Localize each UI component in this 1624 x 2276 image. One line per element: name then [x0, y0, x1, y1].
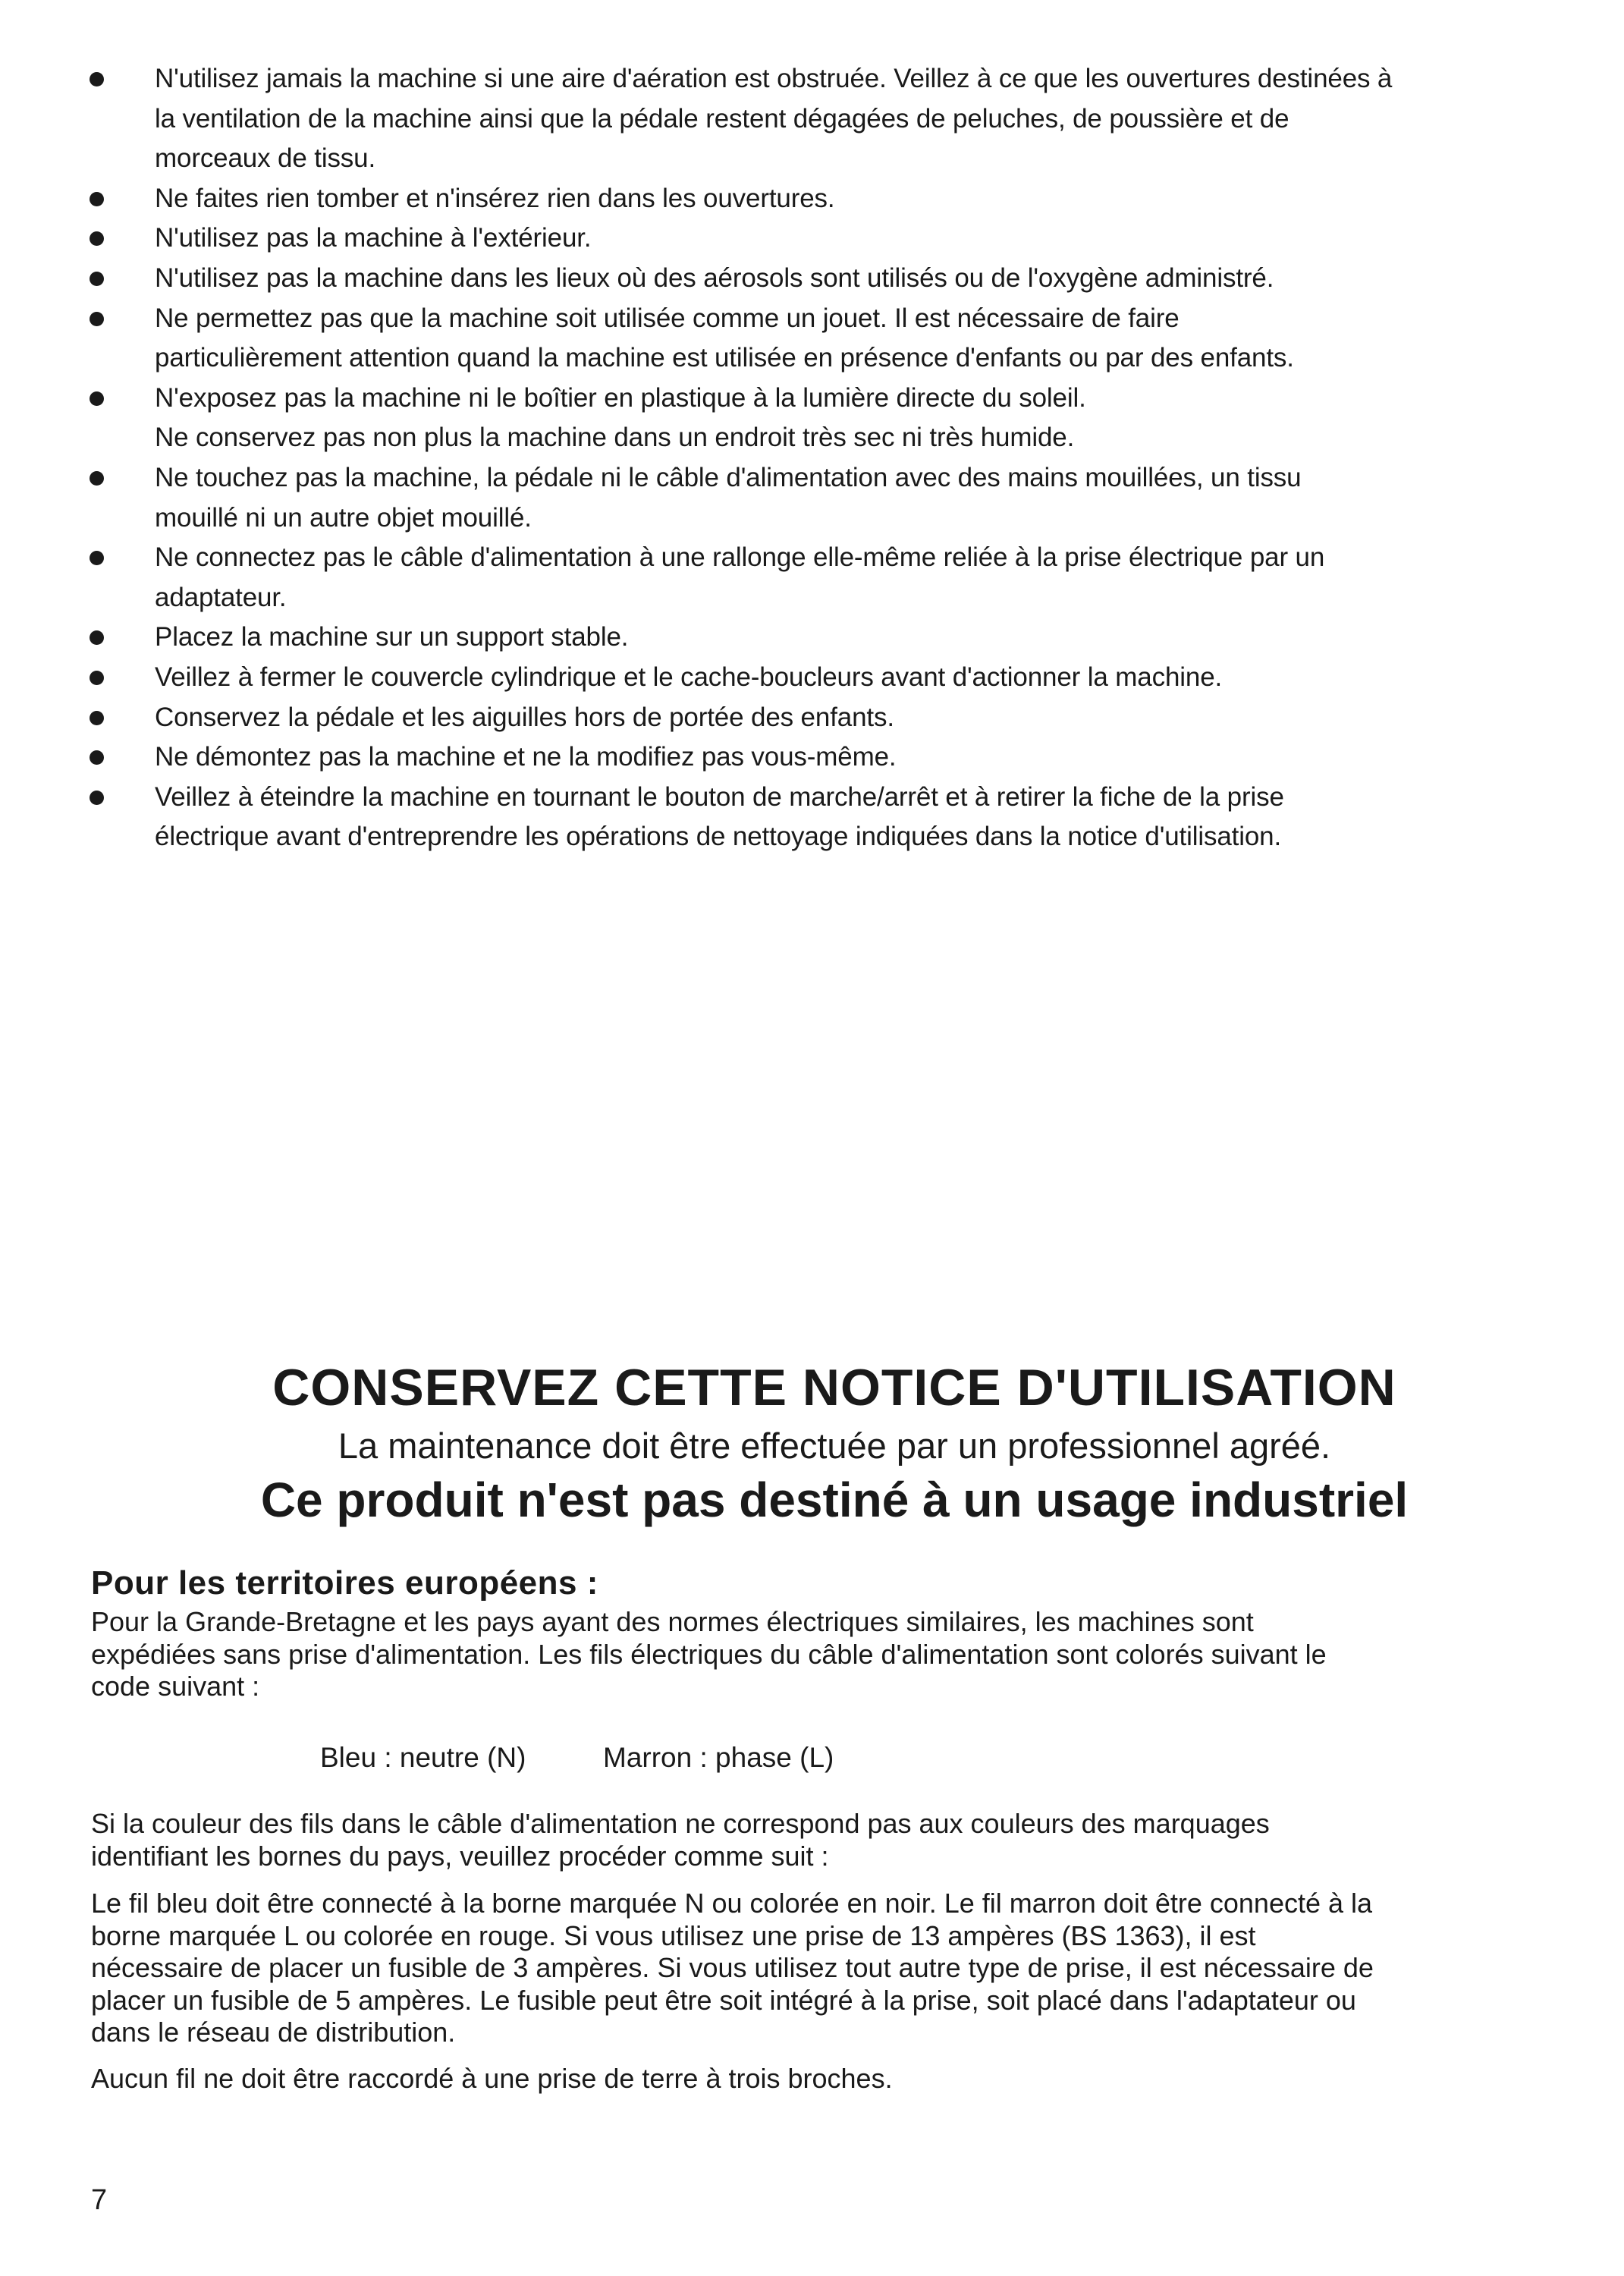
list-item-text: Veillez à fermer le couvercle cylindrique et le cache-boucleurs avant d'actionner la machine.	[155, 662, 1223, 692]
earth-note: Aucun fil ne doit être raccordé à une prise de terre à trois broches.	[91, 2063, 893, 2094]
list-item-text: particulièrement attention quand la machine est utilisée en présence d'enfants ou par des enfants.	[155, 343, 1294, 373]
list-item-text: N'utilisez pas la machine à l'extérieur.	[155, 223, 592, 253]
wiring-intro-paragraph	[91, 1606, 1555, 1703]
list-item-text: la ventilation de la machine ainsi que la pédale restent dégagées de peluches, de poussière et de	[155, 103, 1289, 134]
bullet-icon	[90, 391, 104, 406]
mismatch-paragraph	[91, 1808, 1555, 1872]
bullet-icon	[90, 471, 104, 486]
list-item-text: mouillé ni un autre objet mouillé.	[155, 502, 532, 533]
list-item	[90, 737, 1569, 778]
maintenance-note: La maintenance doit être effectuée par un professionnel agréé.	[338, 1426, 1331, 1466]
bullet-icon	[90, 630, 104, 645]
paragraph-line: placer un fusible de 5 ampères. Le fusible peut être soit intégré à la prise, soit placé dans l'adaptateur ou	[91, 1984, 1356, 2016]
list-item	[90, 379, 1569, 458]
list-item	[90, 698, 1569, 738]
wiring-instructions-paragraph	[91, 1888, 1555, 2049]
bullet-icon	[90, 312, 104, 326]
list-item-text: Ne connectez pas le câble d'alimentation à une rallonge elle-même reliée à la prise électrique par un	[155, 542, 1325, 573]
list-item	[90, 618, 1569, 658]
bullet-icon	[90, 72, 104, 86]
list-item-text: N'utilisez pas la machine dans les lieux où des aérosols sont utilisés ou de l'oxygène administré.	[155, 262, 1274, 293]
safety-bullet-list	[90, 59, 1569, 857]
paragraph-line: Pour la Grande-Bretagne et les pays ayant des normes électriques similaires, les machines sont	[91, 1606, 1254, 1637]
list-item	[90, 658, 1569, 698]
code-brown-phase: Marron : phase (L)	[603, 1742, 834, 1773]
bullet-icon	[90, 750, 104, 765]
paragraph-line: expédiées sans prise d'alimentation. Les fils électriques du câble d'alimentation sont colorés suivant le	[91, 1638, 1327, 1670]
paragraph-line: borne marquée L ou colorée en rouge. Si vous utilisez une prise de 13 ampères (BS 1363), il est	[91, 1919, 1256, 1951]
bullet-icon	[90, 791, 104, 805]
paragraph-line: nécessaire de placer un fusible de 3 ampères. Si vous utilisez tout autre type de prise, il est nécessaire de	[91, 1952, 1374, 1983]
list-item-text: adaptateur.	[155, 582, 287, 612]
list-item-text: Ne conservez pas non plus la machine dans un endroit très sec ni très humide.	[155, 423, 1075, 453]
list-item	[90, 299, 1569, 379]
list-item	[90, 59, 1569, 179]
list-item	[90, 179, 1569, 219]
section-heading-europe: Pour les territoires européens :	[91, 1564, 598, 1602]
paragraph-line: identifiant les bornes du pays, veuillez procéder comme suit :	[91, 1840, 829, 1872]
code-blue-neutral: Bleu : neutre (N)	[320, 1742, 526, 1773]
notice-title: CONSERVEZ CETTE NOTICE D'UTILISATION	[272, 1359, 1396, 1416]
bullet-icon	[90, 231, 104, 246]
list-item-text: Ne permettez pas que la machine soit utilisée comme un jouet. Il est nécessaire de faire	[155, 303, 1180, 333]
industrial-use-warning: Ce produit n'est pas destiné à un usage industriel	[260, 1473, 1409, 1527]
paragraph-line: code suivant :	[91, 1671, 260, 1702]
list-item-text: N'utilisez jamais la machine si une aire d'aération est obstruée. Veillez à ce que les ouvertures destinées à	[155, 64, 1393, 93]
list-item	[90, 778, 1569, 857]
list-item-text: Conservez la pédale et les aiguilles hors de portée des enfants.	[155, 702, 894, 732]
list-item-text: électrique avant d'entreprendre les opérations de nettoyage indiquées dans la notice d'utilisation.	[155, 822, 1282, 852]
bullet-icon	[90, 711, 104, 725]
paragraph-line: Le fil bleu doit être connecté à la borne marquée N ou colorée en noir. Le fil marron doit être connecté à la	[91, 1888, 1373, 1919]
paragraph-line: Si la couleur des fils dans le câble d'alimentation ne correspond pas aux couleurs des marquages	[91, 1808, 1270, 1839]
list-item-text: Ne touchez pas la machine, la pédale ni le câble d'alimentation avec des mains mouillées, un tissu	[155, 462, 1302, 492]
list-item-text: Veillez à éteindre la machine en tournant le bouton de marche/arrêt et à retirer la fiche de la prise	[155, 781, 1284, 812]
list-item	[90, 218, 1569, 259]
list-item-text: Ne démontez pas la machine et ne la modifiez pas vous-même.	[155, 742, 897, 772]
list-item-text: Placez la machine sur un support stable.	[155, 622, 629, 652]
list-item-text: Ne faites rien tomber et n'insérez rien dans les ouvertures.	[155, 183, 835, 213]
list-item	[90, 458, 1569, 538]
page-number: 7	[91, 2184, 108, 2216]
bullet-icon	[90, 192, 104, 206]
list-item	[90, 259, 1569, 299]
list-item-text: N'exposez pas la machine ni le boîtier en plastique à la lumière directe du soleil.	[155, 382, 1086, 413]
bullet-icon	[90, 272, 104, 286]
bullet-icon	[90, 671, 104, 685]
bullet-icon	[90, 551, 104, 565]
list-item	[90, 538, 1569, 618]
paragraph-line: dans le réseau de distribution.	[91, 2017, 456, 2048]
list-item-text: morceaux de tissu.	[155, 143, 376, 174]
